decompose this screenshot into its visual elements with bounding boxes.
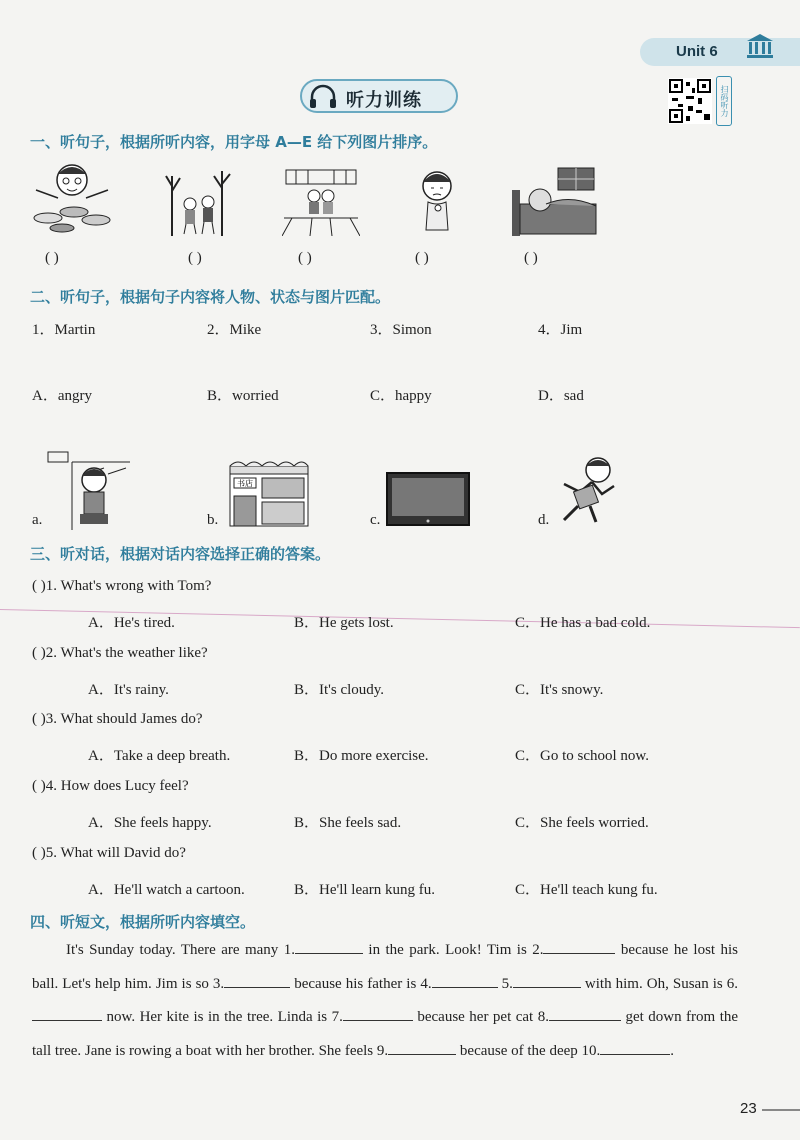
person-1: 1．Martin: [32, 322, 96, 338]
boy-eating-picture: [30, 160, 112, 236]
q3-option-a[interactable]: A．Take a deep breath.: [88, 748, 231, 764]
section-banner: [300, 79, 458, 113]
q3-option-b[interactable]: B．Do more exercise.: [294, 748, 429, 764]
state-b: B．worried: [207, 388, 279, 404]
q4-option-b[interactable]: B．She feels sad.: [294, 815, 402, 831]
blank-10[interactable]: [600, 1041, 670, 1055]
kids-in-forest-picture: [164, 166, 236, 236]
blank-3[interactable]: [224, 974, 290, 988]
picture-label-a: a.: [32, 512, 43, 528]
question-4: ( )4. How does Lucy feel?: [32, 778, 189, 794]
kids-crossing-street-picture: [282, 166, 360, 236]
state-a: A．angry: [32, 388, 92, 404]
person-4: 4．Jim: [538, 322, 583, 338]
question-2: ( )2. What's the weather like?: [32, 645, 208, 661]
bookstore-picture: [228, 456, 310, 528]
bracket-4[interactable]: ( ): [415, 250, 429, 266]
blank-7[interactable]: [343, 1007, 413, 1021]
q2-option-c[interactable]: C．It's snowy.: [515, 682, 604, 698]
page-number: 23: [740, 1100, 757, 1117]
question-5: ( )5. What will David do?: [32, 845, 186, 861]
boy-exercising-picture: [556, 454, 622, 526]
state-c: C．happy: [370, 388, 432, 404]
state-d: D．sad: [538, 388, 584, 404]
q4-option-c[interactable]: C．She feels worried.: [515, 815, 649, 831]
picture-label-c: c.: [370, 512, 381, 528]
boy-on-bus-picture: [46, 450, 130, 530]
blank-4[interactable]: [432, 974, 498, 988]
bracket-2[interactable]: ( ): [188, 250, 202, 266]
tv-screen-picture: [386, 472, 470, 526]
q1-option-a[interactable]: A．He's tired.: [88, 615, 175, 631]
q4-option-a[interactable]: A．She feels happy.: [88, 815, 212, 831]
section2-heading: 二、听句子，根据句子内容将人物、状态与图片匹配。: [30, 288, 391, 306]
sick-in-bed-picture: [510, 164, 600, 236]
blank-8[interactable]: [549, 1007, 621, 1021]
blank-2[interactable]: [543, 940, 615, 954]
unit-tab: [640, 38, 800, 66]
q5-option-c[interactable]: C．He'll teach kung fu.: [515, 882, 658, 898]
person-2: 2．Mike: [207, 322, 262, 338]
blank-1[interactable]: [295, 940, 363, 954]
question-1: ( )1. What's wrong with Tom?: [32, 578, 212, 594]
q2-option-b[interactable]: B．It's cloudy.: [294, 682, 385, 698]
cloze-passage: It's Sunday today. There are many 1. in the park. Look! Tim is 2. because he lost his ball. Let's help him. Jim is so 3. because his father is 4. 5. with him. Oh, Susan is 6. now. Her kite is in the tree. Linda is 7. because her pet cat 8. get down from the tall tree. Jane is rowing a boat with her brother. She feels 9. because of the deep 10. .: [32, 942, 739, 1059]
section1-heading: 一、听句子，根据所听内容，用字母 A—E 给下列图片排序。: [30, 133, 438, 151]
qr-code-icon[interactable]: [668, 78, 712, 124]
q1-option-c[interactable]: C．He has a bad cold.: [515, 615, 651, 631]
q3-option-c[interactable]: C．Go to school now.: [515, 748, 650, 764]
blank-6[interactable]: [32, 1007, 102, 1021]
shop-sign-text: 书店: [237, 479, 253, 488]
blank-9[interactable]: [388, 1041, 456, 1055]
building-icon: [745, 32, 775, 60]
section4-heading: 四、听短文，根据所听内容填空。: [30, 913, 256, 931]
banner-title: 听力训练: [346, 90, 422, 111]
qr-caption: 扫码听力: [716, 76, 732, 126]
girl-worried-picture: [412, 166, 462, 236]
picture-label-d: d.: [538, 512, 550, 528]
picture-label-b: b.: [207, 512, 219, 528]
unit-label: Unit 6: [676, 43, 718, 60]
blank-5[interactable]: [513, 974, 581, 988]
q2-option-a[interactable]: A．It's rainy.: [88, 682, 169, 698]
section3-heading: 三、听对话，根据对话内容选择正确的答案。: [30, 545, 331, 563]
person-3: 3．Simon: [370, 322, 432, 338]
headphone-icon: [308, 84, 338, 110]
q5-option-a[interactable]: A．He'll watch a cartoon.: [88, 882, 245, 898]
bracket-1[interactable]: ( ): [45, 250, 59, 266]
q1-option-b[interactable]: B．He gets lost.: [294, 615, 394, 631]
bracket-5[interactable]: ( ): [524, 250, 538, 266]
q5-option-b[interactable]: B．He'll learn kung fu.: [294, 882, 436, 898]
bracket-3[interactable]: ( ): [298, 250, 312, 266]
page-number-rule: [762, 1109, 800, 1111]
question-3: ( )3. What should James do?: [32, 711, 203, 727]
